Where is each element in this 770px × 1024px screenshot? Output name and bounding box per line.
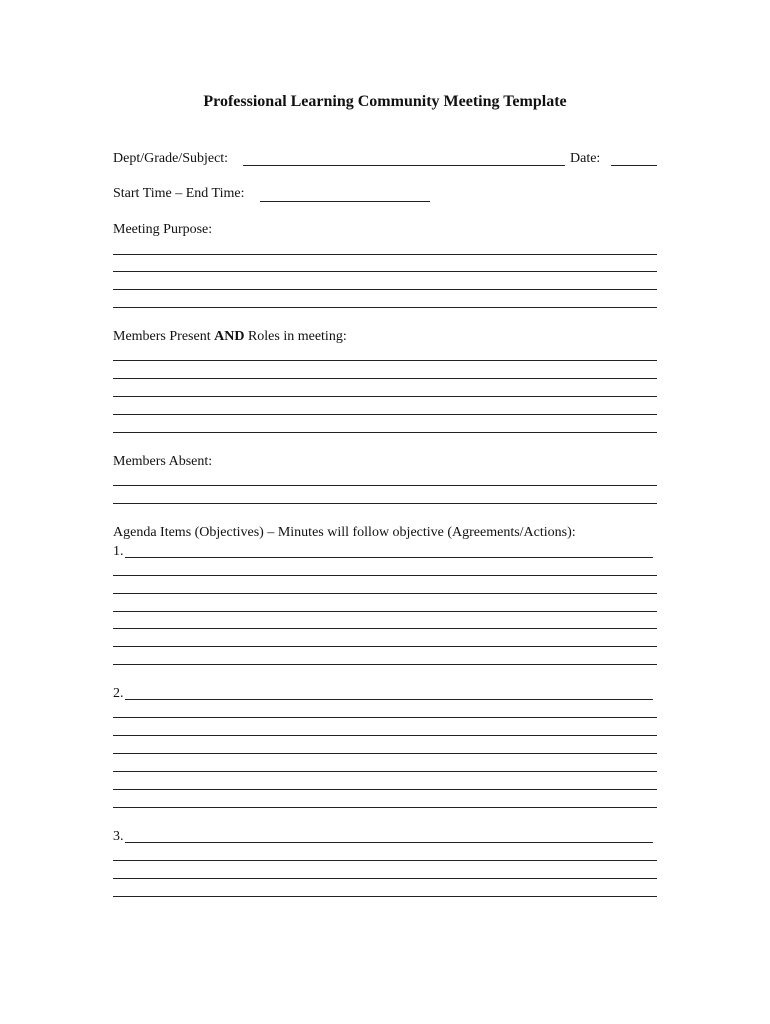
- agenda-item-number: 3.: [113, 829, 124, 844]
- members-present-line[interactable]: [113, 432, 657, 433]
- agenda-item-1-line[interactable]: [113, 628, 657, 629]
- agenda-item-1-line[interactable]: [113, 664, 657, 665]
- agenda-item-3-line[interactable]: [113, 860, 657, 861]
- members-present-suffix: Roles in meeting:: [247, 329, 347, 344]
- members-present-prefix: Members Present: [113, 329, 211, 344]
- agenda-item-3-line[interactable]: [125, 842, 653, 843]
- agenda-item-2-line[interactable]: [113, 753, 657, 754]
- meeting-purpose-line[interactable]: [113, 307, 657, 308]
- dept-grade-subject-field[interactable]: [243, 165, 565, 166]
- members-present-label: [113, 329, 347, 345]
- agenda-item-3-line[interactable]: [113, 896, 657, 897]
- agenda-item-number: 2.: [113, 686, 124, 701]
- meeting-purpose-line[interactable]: [113, 289, 657, 290]
- date-label: Date:: [570, 151, 601, 166]
- agenda-item-2-line[interactable]: [113, 789, 657, 790]
- meeting-purpose-line[interactable]: [113, 271, 657, 272]
- agenda-item-1-line[interactable]: [113, 593, 657, 594]
- meeting-purpose-line[interactable]: [113, 254, 657, 255]
- agenda-item-2-line[interactable]: [113, 807, 657, 808]
- agenda-item-number: 1.: [113, 544, 124, 559]
- agenda-item-1-line[interactable]: [125, 557, 653, 558]
- agenda-item-3-line[interactable]: [113, 878, 657, 879]
- agenda-item-2-line[interactable]: [113, 771, 657, 772]
- start-end-time-label: Start Time – End Time:: [113, 186, 245, 201]
- dept-grade-subject-label: Dept/Grade/Subject:: [113, 151, 229, 166]
- agenda-item-2-line[interactable]: [113, 735, 657, 736]
- members-present-line[interactable]: [113, 396, 657, 397]
- agenda-item-1-line[interactable]: [113, 611, 657, 612]
- agenda-item-2-line[interactable]: [125, 699, 653, 700]
- agenda-items-label: Agenda Items (Objectives) – Minutes will follow objective (Agreements/Actions):: [113, 525, 576, 540]
- agenda-item-2-line[interactable]: [113, 717, 657, 718]
- members-absent-line[interactable]: [113, 503, 657, 504]
- meeting-purpose-label: Meeting Purpose:: [113, 222, 213, 237]
- members-absent-label: Members Absent:: [113, 454, 213, 469]
- page-title: Professional Learning Community Meeting Template: [203, 93, 567, 110]
- members-present-line[interactable]: [113, 378, 657, 379]
- start-end-time-field[interactable]: [260, 201, 430, 202]
- members-present-line[interactable]: [113, 414, 657, 415]
- members-absent-line[interactable]: [113, 485, 657, 486]
- agenda-item-1-line[interactable]: [113, 575, 657, 576]
- members-present-line[interactable]: [113, 360, 657, 361]
- date-field[interactable]: [611, 165, 657, 166]
- agenda-item-1-line[interactable]: [113, 646, 657, 647]
- members-present-and: AND: [214, 329, 245, 344]
